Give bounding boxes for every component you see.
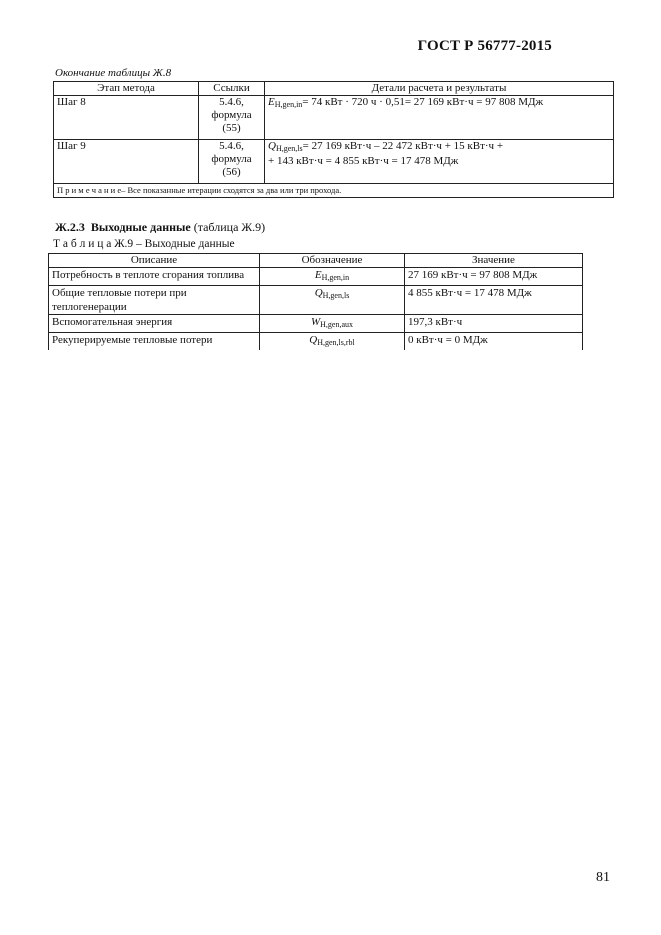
calculation-line: = 27 169 кВт·ч – 22 472 кВт·ч + 15 кВт·ч + (302, 140, 504, 152)
reference-line: 5.4.6, (219, 96, 244, 108)
column-header: Значение (405, 254, 583, 268)
symbol-subscript: H,gen,in (274, 100, 303, 109)
table-row (49, 286, 583, 315)
table-header-row (54, 82, 614, 96)
symbol: E (268, 96, 275, 108)
value-cell: 27 169 кВт·ч = 97 808 МДж (405, 268, 583, 286)
reference-cell (199, 140, 265, 184)
symbol: E (314, 269, 322, 281)
section-table-ref: (таблица Ж.9) (193, 220, 266, 234)
reference-line: формула (211, 109, 252, 121)
description-cell: Потребность в теплоте сгорания топлива (49, 268, 260, 286)
table-row (54, 96, 614, 140)
section-number: Ж.2.3 (55, 220, 85, 234)
value-cell: 4 855 кВт·ч = 17 478 МДж (405, 286, 583, 315)
column-header: Этап метода (54, 82, 199, 96)
document-code: ГОСТ Р 56777-2015 (417, 38, 552, 54)
designation-cell (260, 286, 405, 315)
description-cell: Общие тепловые потери при теплогенерации (49, 286, 260, 315)
calculation-line: + 143 кВт·ч = 4 855 кВт·ч = 17 478 МДж (268, 155, 459, 167)
reference-cell (199, 96, 265, 140)
note-row (54, 184, 614, 198)
designation-cell (260, 268, 405, 286)
table-header-row (49, 254, 583, 268)
description-cell: Рекуперируемые тепловые потери (49, 333, 260, 351)
symbol: Q (268, 140, 276, 152)
description-cell: Вспомогательная энергия (49, 315, 260, 333)
table-note (54, 184, 614, 198)
calculation-cell (265, 96, 614, 140)
symbol-subscript: H,gen,ls,rbl (317, 338, 355, 347)
column-header: Ссылки (199, 82, 265, 96)
designation-cell (260, 333, 405, 351)
method-steps-table (53, 81, 614, 198)
symbol-subscript: H,gen,in (321, 273, 350, 282)
page-number: 81 (596, 870, 610, 885)
reference-line: (56) (222, 166, 241, 178)
step-cell: Шаг 8 (54, 96, 199, 140)
column-header: Детали расчета и результаты (265, 82, 614, 96)
table-row (49, 268, 583, 286)
symbol: Q (309, 334, 318, 346)
reference-line: 5.4.6, (219, 140, 244, 152)
calculation-line: = 74 кВт · 720 ч · 0,51= 27 169 кВт·ч = 97 808 МДж (302, 96, 544, 108)
section-heading (55, 220, 265, 235)
symbol: Q (314, 287, 323, 299)
column-header: Обозначение (260, 254, 405, 268)
symbol-subscript: H,gen,aux (320, 320, 354, 329)
output-data-table (48, 253, 583, 350)
designation-cell (260, 315, 405, 333)
column-header: Описание (49, 254, 260, 268)
table-continuation-label: Окончание таблицы Ж.8 (55, 67, 172, 79)
table-row (54, 140, 614, 184)
symbol: W (310, 316, 321, 328)
table-caption: Т а б л и ц а Ж.9 – Выходные данные (53, 238, 235, 250)
section-title: Выходные данные (90, 220, 191, 234)
value-cell: 0 кВт·ч = 0 МДж (405, 333, 583, 351)
symbol-subscript: H,gen,ls (322, 291, 350, 300)
symbol-subscript: H,gen,ls (275, 144, 303, 153)
note-label: П р и м е ч а н и е (57, 185, 122, 195)
value-cell: 197,3 кВт·ч (405, 315, 583, 333)
reference-line: формула (211, 153, 252, 165)
calculation-cell (265, 140, 614, 184)
step-cell: Шаг 9 (54, 140, 199, 184)
note-text: – Все показанные итерации сходятся за два или три прохода. (121, 185, 342, 195)
table-row (49, 315, 583, 333)
reference-line: (55) (222, 122, 241, 134)
table-row (49, 333, 583, 351)
